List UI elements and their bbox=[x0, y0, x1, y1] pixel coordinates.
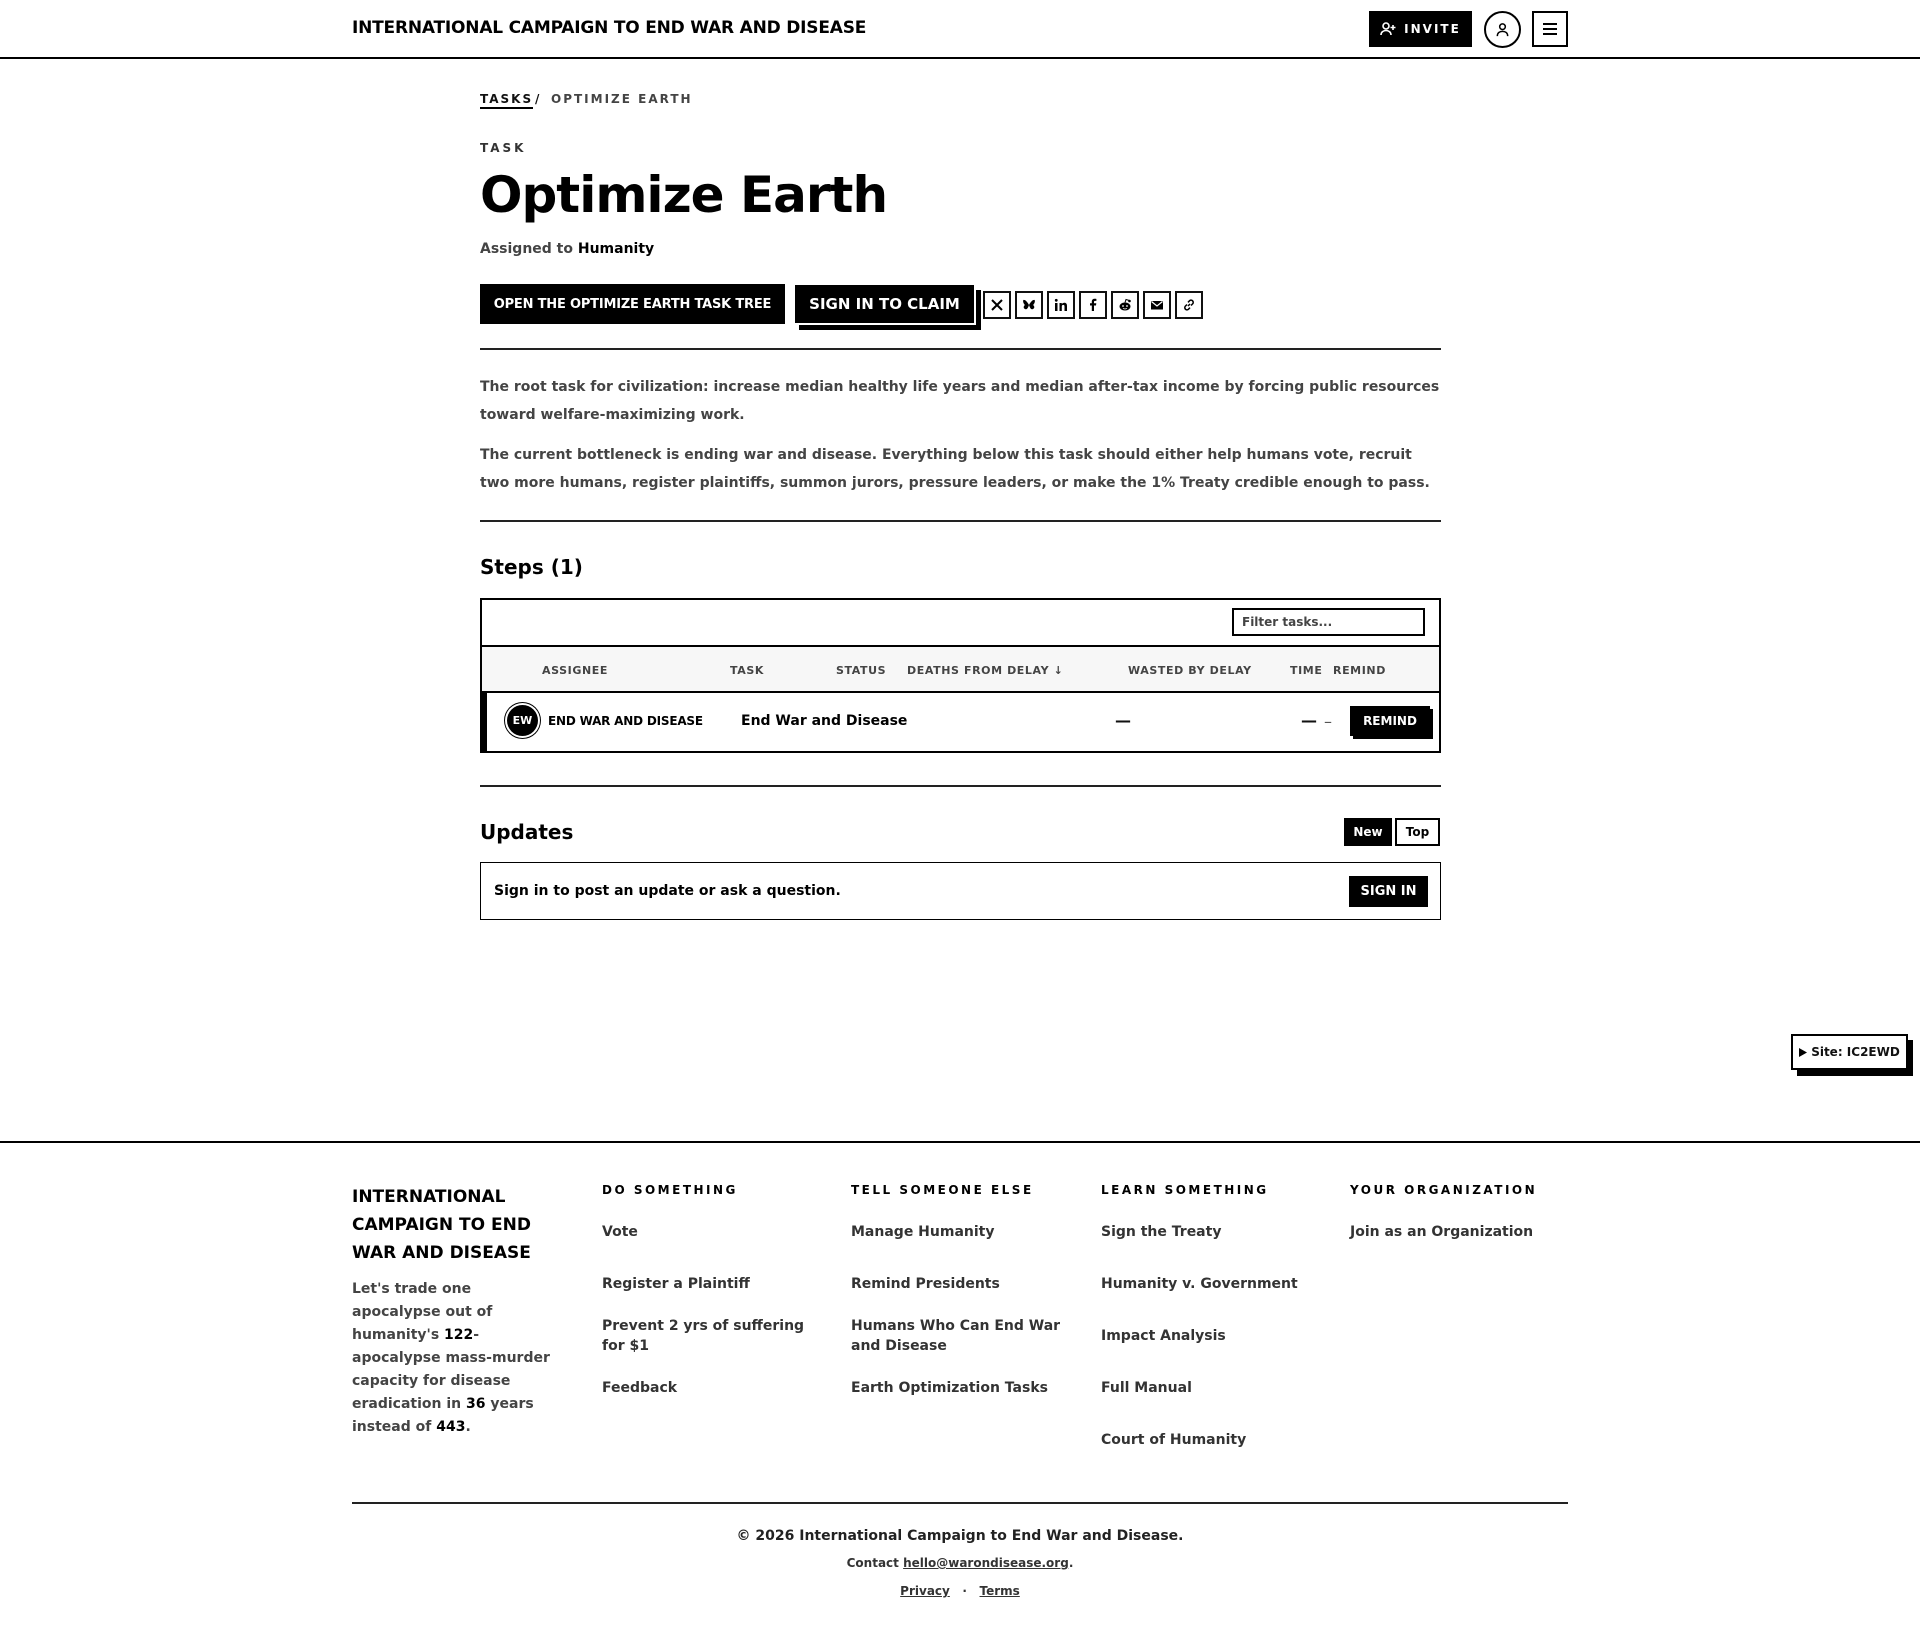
footer-link-register-plaintiff[interactable]: Register a Plaintiff bbox=[602, 1276, 750, 1292]
sort-top-button[interactable]: Top bbox=[1395, 818, 1440, 846]
footer-link-sign-treaty[interactable]: Sign the Treaty bbox=[1101, 1224, 1222, 1240]
play-triangle-icon bbox=[1799, 1048, 1807, 1057]
footer-link-humanity-v-government[interactable]: Humanity v. Government bbox=[1101, 1276, 1298, 1292]
footer-heading-tell-someone-else: TELL SOMEONE ELSE bbox=[851, 1183, 1034, 1197]
assigned-to bbox=[480, 241, 654, 257]
deaths-header-label: DEATHS FROM DELAY bbox=[907, 664, 1050, 677]
bluesky-icon bbox=[1022, 298, 1036, 312]
tagline-text: . bbox=[465, 1419, 471, 1435]
breadcrumb-tasks-link[interactable]: TASKS bbox=[480, 92, 533, 109]
share-facebook-button[interactable] bbox=[1079, 291, 1107, 319]
legal-separator: · bbox=[962, 1584, 967, 1598]
column-header-task[interactable]: TASK bbox=[730, 664, 765, 677]
column-header-assignee[interactable]: ASSIGNEE bbox=[542, 664, 609, 677]
remind-button[interactable]: REMIND bbox=[1350, 706, 1430, 736]
reddit-icon bbox=[1118, 298, 1132, 312]
column-header-deaths-from-delay[interactable] bbox=[907, 664, 1063, 677]
table-header bbox=[482, 645, 1439, 693]
tagline-number: 443 bbox=[436, 1419, 466, 1435]
updates-heading: Updates bbox=[480, 820, 574, 844]
footer-link-impact-analysis[interactable]: Impact Analysis bbox=[1101, 1328, 1226, 1344]
row-deaths-from-delay: — bbox=[1115, 711, 1131, 730]
row-task-link[interactable]: End War and Disease bbox=[741, 713, 908, 729]
sign-in-to-claim-button[interactable]: SIGN IN TO CLAIM bbox=[793, 283, 976, 325]
footer-link-remind-presidents[interactable]: Remind Presidents bbox=[851, 1276, 1000, 1292]
share-linkedin-button[interactable] bbox=[1047, 291, 1075, 319]
page-title: Optimize Earth bbox=[480, 166, 888, 224]
footer-heading-your-organization: YOUR ORGANIZATION bbox=[1350, 1183, 1538, 1197]
footer-bottom-divider bbox=[352, 1502, 1568, 1504]
site-brand[interactable]: INTERNATIONAL CAMPAIGN TO END WAR AND DISEASE bbox=[352, 18, 867, 38]
footer-heading-do-something: DO SOMETHING bbox=[602, 1183, 738, 1197]
privacy-link[interactable]: Privacy bbox=[900, 1584, 950, 1598]
column-header-wasted-by-delay[interactable]: WASTED BY DELAY bbox=[1128, 664, 1252, 677]
tagline-number: 36 bbox=[466, 1396, 486, 1412]
open-task-tree-button[interactable]: OPEN THE OPTIMIZE EARTH TASK TREE bbox=[480, 284, 785, 324]
invite-button[interactable] bbox=[1369, 11, 1472, 47]
footer-link-feedback[interactable]: Feedback bbox=[602, 1380, 678, 1396]
footer-link-prevent-suffering[interactable]: Prevent 2 yrs of suffering for $1 bbox=[602, 1318, 805, 1354]
task-description-2: The current bottleneck is ending war and disease. Everything below this task should either help humans vote, recruit two more humans, register plaintiffs, summon jurors, pressure leaders, or make the 1% Treaty credible enough to pass. bbox=[480, 447, 1430, 491]
terms-link[interactable]: Terms bbox=[979, 1584, 1020, 1598]
share-bluesky-button[interactable] bbox=[1015, 291, 1043, 319]
signin-prompt: Sign in to post an update or ask a question. bbox=[494, 883, 841, 899]
email-icon bbox=[1150, 298, 1164, 312]
user-icon bbox=[1495, 22, 1510, 37]
row-time: – bbox=[1324, 712, 1332, 731]
footer-heading-learn-something: LEARN SOMETHING bbox=[1101, 1183, 1269, 1197]
column-header-time[interactable]: TIME bbox=[1290, 664, 1323, 677]
footer-link-humans-who-can[interactable]: Humans Who Can End War and Disease bbox=[851, 1318, 1061, 1354]
contact-email-link[interactable]: hello@warondisease.org bbox=[903, 1556, 1069, 1570]
tagline-text: Let's trade one apocalypse out of humanity's bbox=[352, 1281, 493, 1343]
divider bbox=[480, 348, 1441, 350]
copyright: © 2026 International Campaign to End War and Disease. bbox=[736, 1528, 1184, 1544]
sort-down-icon: ↓ bbox=[1053, 664, 1064, 677]
invite-label: INVITE bbox=[1404, 22, 1461, 36]
hamburger-icon bbox=[1543, 23, 1557, 35]
share-email-button[interactable] bbox=[1143, 291, 1171, 319]
account-button[interactable] bbox=[1484, 11, 1521, 48]
task-description-1: The root task for civilization: increase median healthy life years and median after-tax income by forcing public resources toward welfare-maximizing work. bbox=[480, 379, 1440, 423]
steps-heading: Steps (1) bbox=[480, 555, 583, 579]
tagline-text: years instead of bbox=[352, 1396, 534, 1435]
sign-in-button[interactable]: SIGN IN bbox=[1349, 876, 1428, 907]
sort-new-button[interactable]: New bbox=[1344, 818, 1392, 846]
column-header-remind: REMIND bbox=[1333, 664, 1386, 677]
breadcrumb-separator: / bbox=[535, 92, 540, 106]
add-user-icon bbox=[1380, 21, 1396, 37]
row-wasted-by-delay: — bbox=[1301, 711, 1317, 730]
assignee-link[interactable]: Humanity bbox=[577, 241, 655, 257]
contact-line bbox=[0, 1556, 1920, 1570]
legal-links bbox=[0, 1584, 1920, 1598]
column-header-status[interactable]: STATUS bbox=[836, 664, 887, 677]
task-eyebrow: TASK bbox=[480, 141, 527, 155]
share-x-button[interactable] bbox=[983, 291, 1011, 319]
filter-tasks-input[interactable] bbox=[1232, 608, 1425, 636]
share-reddit-button[interactable] bbox=[1111, 291, 1139, 319]
update-signin-panel bbox=[480, 862, 1441, 920]
footer-divider bbox=[0, 1141, 1920, 1143]
footer-tagline bbox=[352, 1278, 562, 1439]
footer-link-join-organization[interactable]: Join as an Organization bbox=[1350, 1224, 1534, 1240]
table-row[interactable] bbox=[482, 693, 1439, 751]
x-icon bbox=[990, 298, 1004, 312]
divider bbox=[480, 520, 1441, 522]
footer-link-full-manual[interactable]: Full Manual bbox=[1101, 1380, 1192, 1396]
facebook-icon bbox=[1086, 298, 1100, 312]
linkedin-icon bbox=[1054, 298, 1068, 312]
link-icon bbox=[1182, 298, 1196, 312]
tagline-text: -apocalypse mass-murder capacity for disease eradication in bbox=[352, 1327, 550, 1412]
footer-link-vote[interactable]: Vote bbox=[602, 1224, 638, 1240]
avatar: EW bbox=[507, 705, 538, 736]
footer-link-court-of-humanity[interactable]: Court of Humanity bbox=[1101, 1432, 1247, 1448]
row-assignee[interactable]: END WAR AND DISEASE bbox=[548, 714, 703, 728]
assigned-prefix: Assigned to bbox=[480, 241, 573, 257]
contact-prefix: Contact bbox=[846, 1556, 899, 1570]
site-badge-label: Site: IC2EWD bbox=[1811, 1045, 1900, 1059]
footer-brand[interactable]: INTERNATIONAL CAMPAIGN TO END WAR AND DISEASE bbox=[352, 1187, 531, 1263]
menu-button[interactable] bbox=[1532, 11, 1568, 47]
contact-suffix: . bbox=[1068, 1556, 1074, 1570]
footer-link-manage-humanity[interactable]: Manage Humanity bbox=[851, 1224, 995, 1240]
tagline-number: 122 bbox=[444, 1327, 474, 1343]
site-badge-toggle[interactable] bbox=[1791, 1034, 1908, 1070]
breadcrumb-current: OPTIMIZE EARTH bbox=[551, 92, 693, 106]
footer-link-earth-optimization-tasks[interactable]: Earth Optimization Tasks bbox=[851, 1380, 1048, 1396]
steps-table bbox=[480, 598, 1441, 753]
divider bbox=[480, 785, 1441, 787]
copy-link-button[interactable] bbox=[1175, 291, 1203, 319]
top-navigation-bar bbox=[0, 0, 1920, 59]
